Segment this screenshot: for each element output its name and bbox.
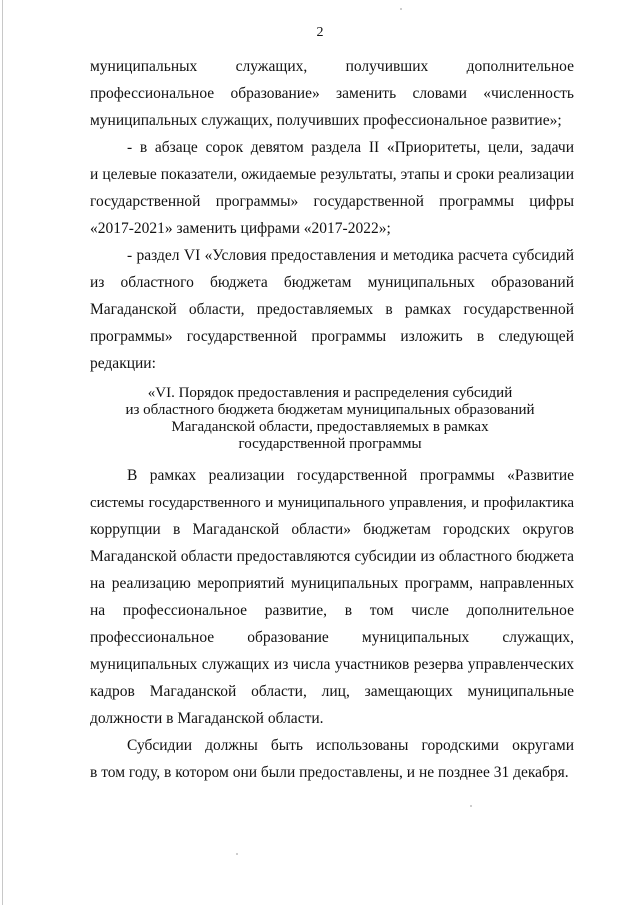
text-line: в том году, в котором они были предоставлены, и не позднее 31 декабря. xyxy=(90,764,569,781)
text-line: Субсидии должны быть использованы городскими округами xyxy=(127,737,574,754)
text-line: муниципальных служащих, получивших профессиональное развитие»; xyxy=(90,112,562,129)
text-line: должности в Магаданской области. xyxy=(90,710,324,727)
text-line: системы государственного и муниципального управления, и профилактика xyxy=(90,495,574,511)
text-line: - в абзаце сорок девятом раздела II «Приоритеты, цели, задачи xyxy=(127,139,574,156)
section-heading-line: из областного бюджета бюджетам муниципальных образований xyxy=(125,402,535,418)
section-heading-line: «VI. Порядок предоставления и распределения субсидий xyxy=(147,385,513,401)
text-line: из областного бюджета бюджетам муниципальных образований xyxy=(90,274,574,291)
section-heading-line: Магаданской области, предоставляемых в рамках xyxy=(171,419,489,435)
text-line: программы» государственной программы изложить в следующей xyxy=(90,328,574,345)
text-line: муниципальных служащих из числа участников резерва управленческих xyxy=(90,656,574,673)
text-line: - раздел VI «Условия предоставления и методика расчета субсидий xyxy=(127,247,574,264)
text-line: Магаданской области предоставляются субсидии из областного бюджета xyxy=(90,548,574,565)
scan-edge-line xyxy=(2,0,3,905)
text-line: профессиональное образование» заменить словами «численность xyxy=(90,85,574,102)
scan-speck xyxy=(236,853,238,855)
text-line: коррупции в Магаданской области» бюджетам городских округов xyxy=(90,521,574,538)
section-heading-line: государственной программы xyxy=(238,436,422,452)
text-line: государственной программы» государственной программы цифры xyxy=(90,193,574,210)
text-line: кадров Магаданской области, лиц, замещающих муниципальные xyxy=(90,683,574,700)
text-line: на реализацию мероприятий муниципальных программ, направленных xyxy=(90,575,574,592)
text-line: профессиональное образование муниципальных служащих, xyxy=(90,629,574,646)
text-line: муниципальных служащих, получивших дополнительное xyxy=(90,58,574,75)
text-line: Магаданской области, предоставляемых в рамках государственной xyxy=(90,301,574,318)
page-number: 2 xyxy=(316,25,324,40)
text-line: на профессиональное развитие, в том числе дополнительное xyxy=(90,602,574,619)
text-line: редакции: xyxy=(90,355,156,372)
text-line: «2017-2021» заменить цифрами «2017-2022»; xyxy=(90,220,391,237)
text-line: В рамках реализации государственной программы «Развитие xyxy=(127,467,574,484)
text-line: и целевые показатели, ожидаемые результаты, этапы и сроки реализации xyxy=(90,166,574,183)
scan-speck xyxy=(400,8,402,10)
scan-speck xyxy=(470,805,472,807)
